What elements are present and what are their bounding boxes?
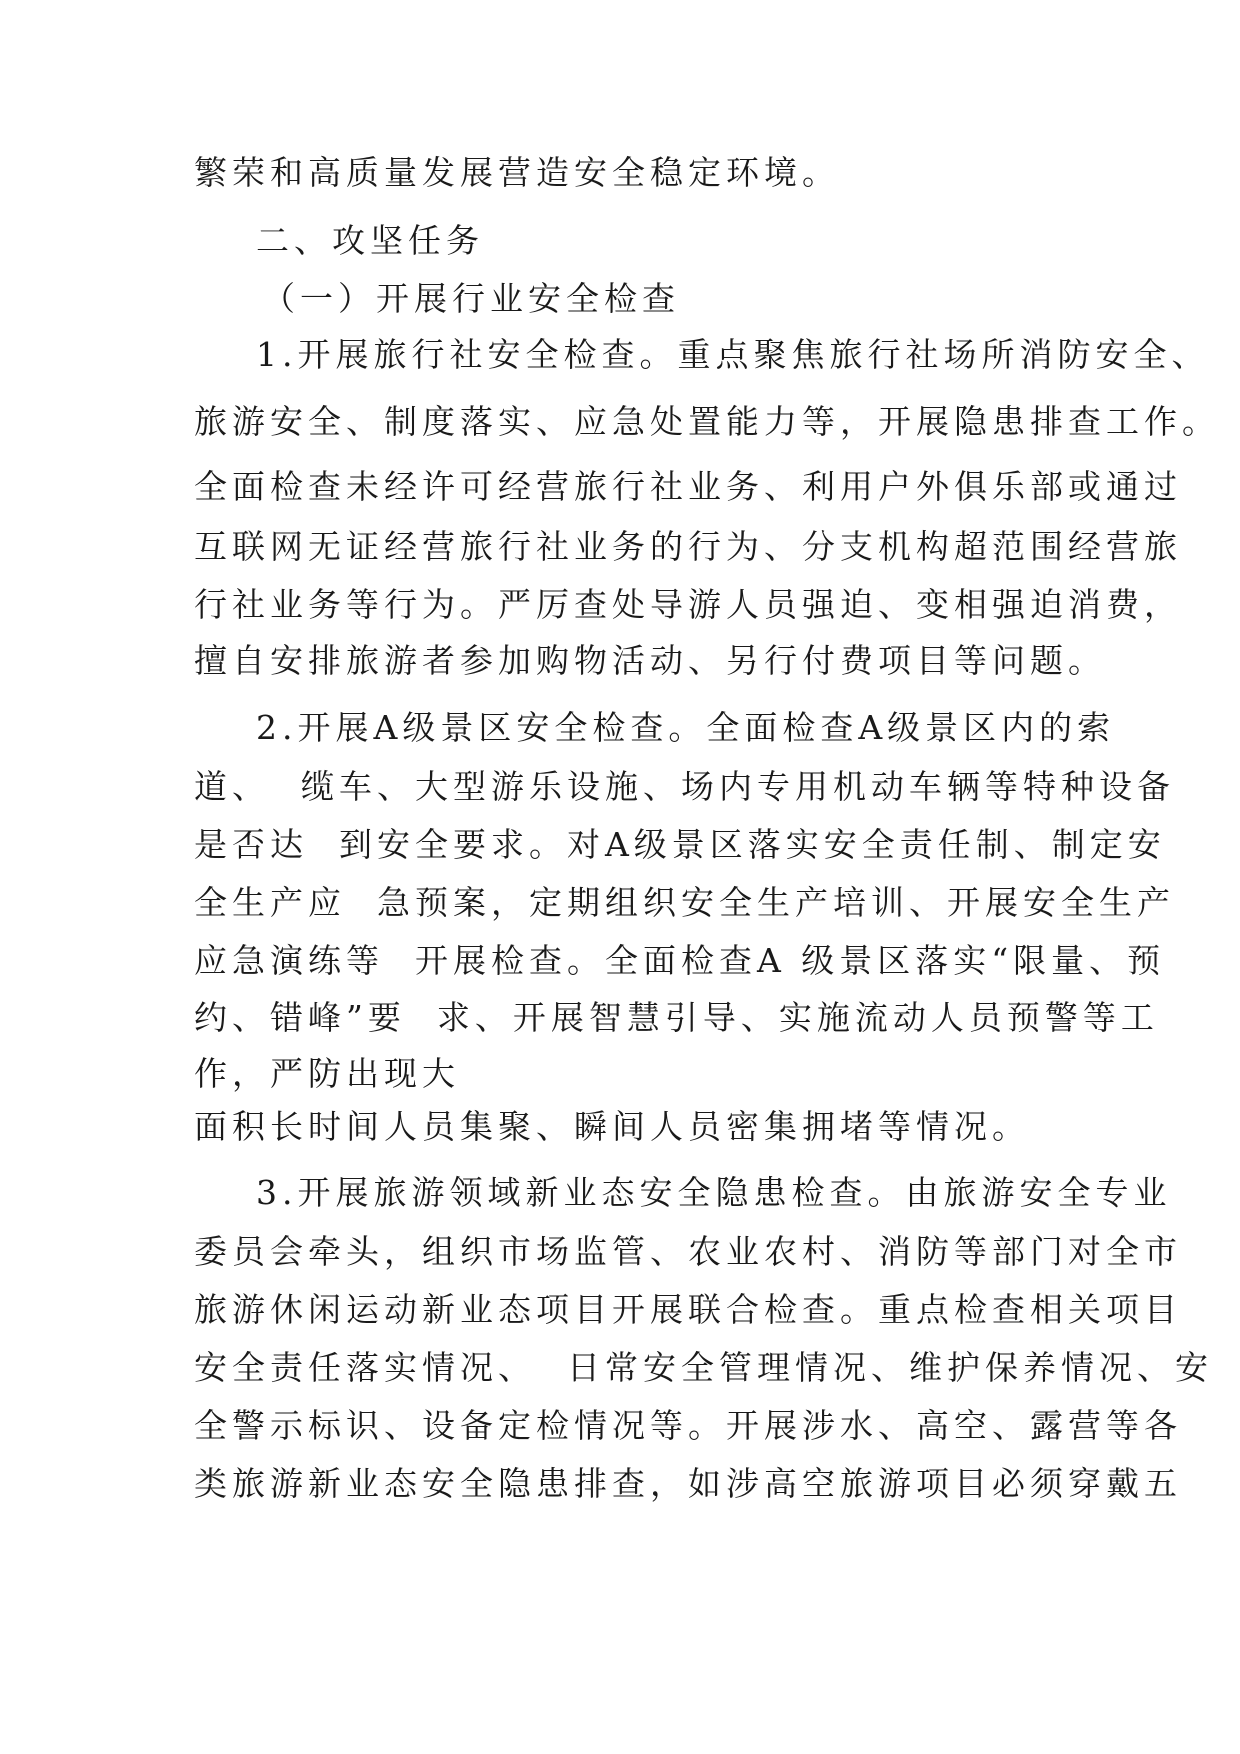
paragraph-line: 是否达 到安全要求。对A级景区落实安全责任制、制定安 bbox=[194, 825, 1166, 864]
paragraph-line: 道、 缆车、大型游乐设施、场内专用机动车辆等特种设备 bbox=[194, 767, 1175, 806]
subsection-heading: （一）开展行业安全检查 bbox=[262, 279, 680, 318]
paragraph-line: 全面检查未经许可经营旅行社业务、利用户外俱乐部或通过 bbox=[194, 467, 1182, 506]
paragraph-line: 作，严防出现大 bbox=[194, 1054, 460, 1093]
paragraph-line: 2.开展A级景区安全检查。全面检查A级景区内的索 bbox=[256, 708, 1116, 747]
paragraph-line: 面积长时间人员集聚、瞬间人员密集拥堵等情况。 bbox=[194, 1107, 1030, 1146]
paragraph-line: 约、错峰”要 求、开展智慧引导、实施流动人员预警等工 bbox=[194, 998, 1159, 1037]
paragraph-line: 应急演练等 开展检查。全面检查A 级景区落实“限量、预 bbox=[194, 941, 1166, 980]
paragraph-line: 繁荣和高质量发展营造安全稳定环境。 bbox=[194, 153, 840, 192]
paragraph-line: 互联网无证经营旅行社业务的行为、分支机构超范围经营旅 bbox=[194, 527, 1182, 566]
paragraph-line: 旅游休闲运动新业态项目开展联合检查。重点检查相关项目 bbox=[194, 1290, 1182, 1329]
paragraph-line: 安全责任落实情况、 日常安全管理情况、维护保养情况、安 bbox=[194, 1348, 1213, 1387]
paragraph-line: 3.开展旅游领域新业态安全隐患检查。由旅游安全专业 bbox=[256, 1173, 1172, 1212]
section-heading: 二、攻坚任务 bbox=[256, 221, 484, 260]
paragraph-line: 1.开展旅行社安全检查。重点聚焦旅行社场所消防安全、 bbox=[256, 335, 1210, 374]
paragraph-line: 全生产应 急预案，定期组织安全生产培训、开展安全生产 bbox=[194, 883, 1175, 922]
paragraph-line: 旅游安全、制度落实、应急处置能力等，开展隐患排查工作。 bbox=[194, 402, 1220, 441]
paragraph-line: 全警示标识、设备定检情况等。开展涉水、高空、露营等各 bbox=[194, 1406, 1182, 1445]
paragraph-line: 擅自安排旅游者参加购物活动、另行付费项目等问题。 bbox=[194, 641, 1106, 680]
paragraph-line: 委员会牵头，组织市场监管、农业农村、消防等部门对全市 bbox=[194, 1232, 1182, 1271]
paragraph-line: 行社业务等行为。严厉查处导游人员强迫、变相强迫消费， bbox=[194, 585, 1182, 624]
paragraph-line: 类旅游新业态安全隐患排查，如涉高空旅游项目必须穿戴五 bbox=[194, 1464, 1182, 1503]
